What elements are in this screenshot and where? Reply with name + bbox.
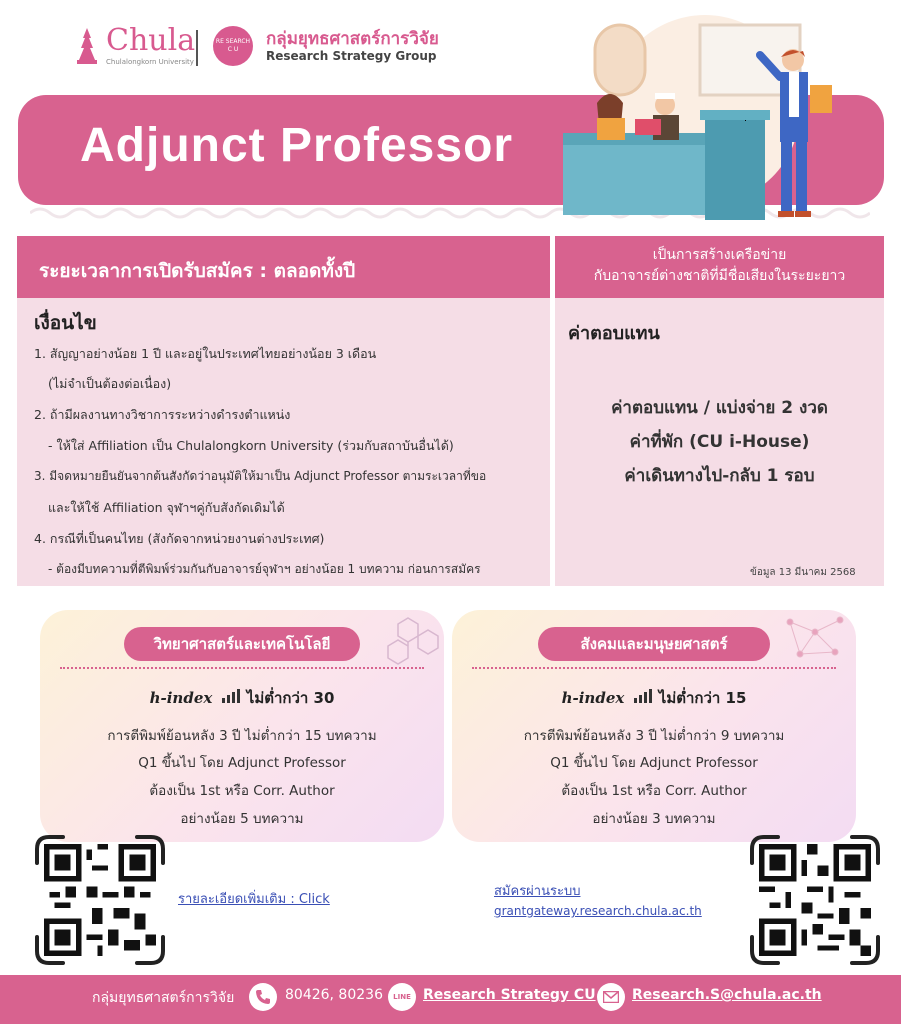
field-requirement-line: การตีพิมพ์ย้อนหลัง 3 ปี ไม่ต่ำกว่า 9 บทความ — [523, 728, 785, 744]
dotted-divider — [472, 667, 836, 669]
data-date-note: ข้อมูล 13 มีนาคม 2568 — [750, 567, 856, 578]
line-app-icon — [388, 983, 416, 1011]
field-requirement-line: การตีพิมพ์ย้อนหลัง 3 ปี ไม่ต่ำกว่า 15 บทความ — [107, 728, 377, 744]
field-pill-social: สังคมและมนุษยศาสตร์ — [538, 627, 770, 661]
hindex-requirement — [452, 686, 856, 710]
condition-line: - ให้ใส่ Affiliation เป็น Chulalongkorn University (ร่วมกับสถาบันอื่นได้) — [48, 438, 454, 453]
bar-chart-icon — [222, 689, 242, 703]
field-requirement-line: Q1 ขึ้นไป โดย Adjunct Professor — [550, 755, 758, 771]
hindex-value: ไม่ต่ำกว่า 15 — [658, 689, 747, 707]
condition-line: (ไม่จำเป็นต้องต่อเนื่อง) — [48, 376, 172, 391]
details-link[interactable]: รายละเอียดเพิ่มเติม : Click — [178, 892, 330, 907]
compensation-line: ค่าตอบแทน / แบ่งจ่าย 2 งวด — [611, 398, 828, 418]
field-requirement-line: Q1 ขึ้นไป โดย Adjunct Professor — [138, 755, 346, 771]
apply-url-link[interactable]: grantgateway.research.chula.ac.th — [494, 904, 702, 918]
footer-line-account[interactable]: Research Strategy CU — [423, 987, 596, 1003]
logo-divider — [196, 30, 198, 66]
footer-phone: 80426, 80236 — [285, 987, 383, 1003]
network-note-line: กับอาจารย์ต่างชาติที่มีชื่อเสียงในระยะยาว — [593, 268, 846, 284]
footer-group-name: กลุ่มยุทธศาสตร์การวิจัย — [92, 990, 235, 1006]
phone-icon — [249, 983, 277, 1011]
research-cu-logo — [213, 26, 253, 66]
group-name-english: Research Strategy Group — [266, 49, 437, 63]
office-illustration — [555, 15, 845, 230]
field-requirement-line: อย่างน้อย 5 บทความ — [180, 811, 304, 827]
qr-code-apply[interactable] — [759, 844, 871, 956]
hindex-value: ไม่ต่ำกว่า 30 — [246, 689, 335, 707]
dotted-divider — [60, 667, 424, 669]
compensation-line: ค่าที่พัก (CU i-House) — [629, 432, 810, 452]
compensation-line: ค่าเดินทางไป-กลับ 1 รอบ — [624, 466, 815, 486]
apply-label-link[interactable]: สมัครผ่านระบบ — [494, 884, 581, 899]
chula-wordmark: Chula — [106, 23, 196, 58]
field-pill-science: วิทยาศาสตร์และเทคโนโลยี — [124, 627, 360, 661]
line-icon-label: LINE — [393, 993, 411, 1001]
condition-line: - ต้องมีบทความที่ตีพิมพ์ร่วมกันกับอาจารย์จุฬาฯ อย่างน้อย 1 บทความ ก่อนการสมัคร — [48, 562, 481, 576]
condition-line: 3. มีจดหมายยืนยันจากต้นสังกัดว่าอนุมัติให้มาเป็น Adjunct Professor ตามระเวลาที่ขอ — [34, 469, 487, 483]
qr-code-details[interactable] — [44, 844, 156, 956]
bar-chart-icon — [634, 689, 654, 703]
molecule-icon — [378, 612, 440, 672]
research-badge-text: RE SEARCH C U — [215, 38, 251, 53]
conditions-title: เงื่อนไข — [34, 312, 97, 334]
compensation-title: ค่าตอบแทน — [568, 323, 660, 344]
network-nodes-icon — [780, 612, 850, 667]
condition-line: 2. ถ้ามีผลงานทางวิชาการระหว่างดำรงตำแหน่ง — [34, 407, 291, 422]
footer-email[interactable]: Research.S@chula.ac.th — [632, 987, 822, 1003]
field-requirement-line: ต้องเป็น 1st หรือ Corr. Author — [561, 783, 747, 799]
chula-logo — [74, 23, 196, 66]
chula-subtitle: Chulalongkorn University — [106, 58, 194, 66]
mail-icon — [597, 983, 625, 1011]
network-note-line: เป็นการสร้างเครือข่าย — [652, 247, 787, 263]
field-requirement-line: ต้องเป็น 1st หรือ Corr. Author — [149, 783, 335, 799]
hindex-requirement — [40, 686, 444, 710]
condition-line: 4. กรณีที่เป็นคนไทย (สังกัดจากหน่วยงานต่างประเทศ) — [34, 531, 325, 546]
hindex-label: h-index — [149, 689, 213, 707]
condition-line: และให้ใช้ Affiliation จุฬาฯคู่กับสังกัดเดิมได้ — [48, 500, 285, 515]
page-title: Adjunct Professor — [80, 119, 514, 172]
condition-line: 1. สัญญาอย่างน้อย 1 ปี และอยู่ในประเทศไทยอย่างน้อย 3 เดือน — [34, 346, 377, 361]
network-note — [555, 236, 884, 298]
hindex-label: h-index — [561, 689, 625, 707]
chula-emblem-icon — [74, 26, 100, 66]
group-name-thai: กลุ่มยุทธศาสตร์การวิจัย — [266, 29, 439, 49]
application-period: ระยะเวลาการเปิดรับสมัคร : ตลอดทั้งปี — [17, 236, 550, 298]
field-requirement-line: อย่างน้อย 3 บทความ — [592, 811, 716, 827]
